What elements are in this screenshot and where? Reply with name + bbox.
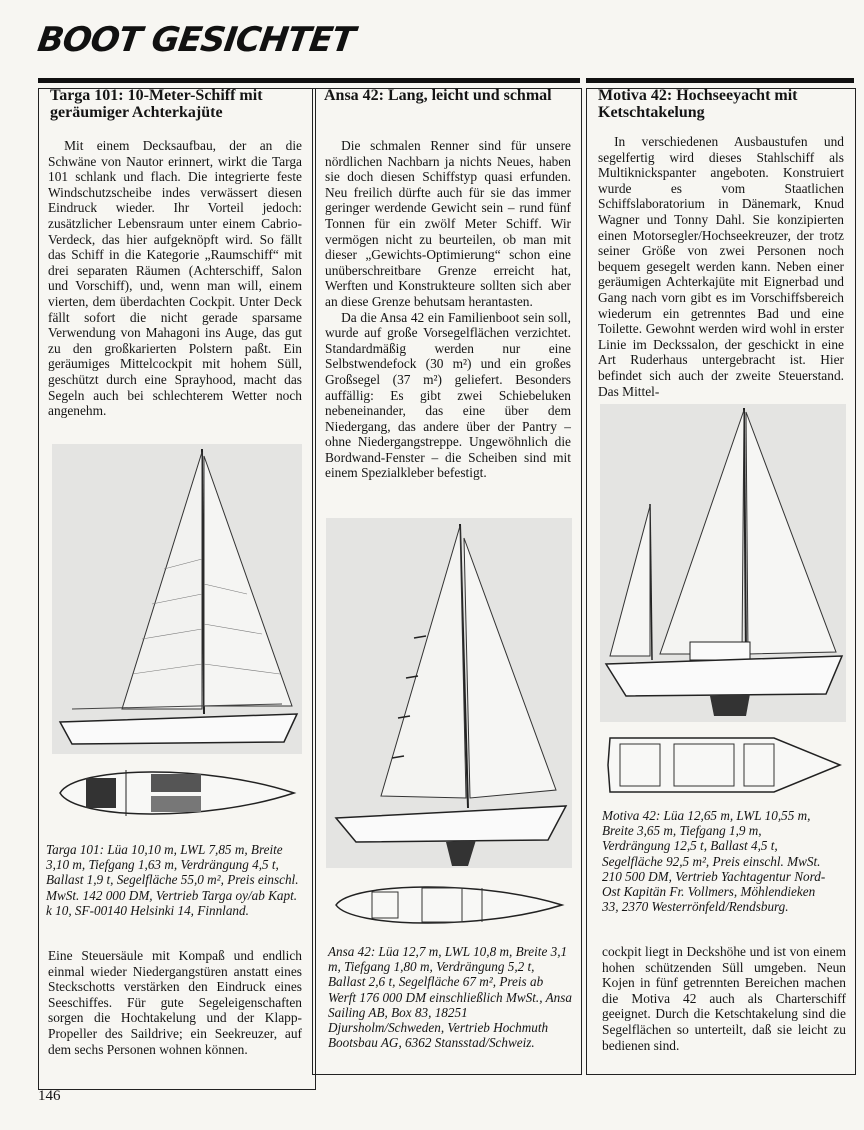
article-title-targa: Targa 101: 10-Meter-Schiff mit geräumiger Achterkajüte <box>50 87 263 121</box>
article-body-ansa <box>325 138 571 481</box>
layout-drawing <box>332 876 566 934</box>
paragraph: cockpit liegt in Deckshöhe und ist von einem hohen schützenden Süll umgeben. Neun Kojen in fünf getrennten Bereichen machen die Motiva 42 auch als Charterschiff geeignet. Durch die Ketschtakelung sind die Segelflächen so unterteilt, daß sie leicht zu bedienen sind. <box>602 944 846 1053</box>
sailboat-illustration <box>600 404 846 722</box>
spec-caption-ansa: Ansa 42: Lüa 12,7 m, LWL 10,8 m, Breite 3,1 m, Tiefgang 1,80 m, Verdrängung 5,2 t, Ballast 2,6 t, Segelfläche 67 m², Preis ab Werft 176 000 DM einschließlich MwSt., Ansa Sailing AB, Box 83, 18251 Djursholm/Schweden, Vertrieb Hochmuth Bootsbau AG, 6362 Stansstad/Schweiz. <box>328 944 572 1051</box>
sailboat-illustration <box>326 518 572 868</box>
article-body-motiva <box>598 134 844 399</box>
layout-drawing <box>56 760 298 826</box>
section-header: BOOT GESICHTET <box>35 20 357 60</box>
paragraph: Mit einem Decksaufbau, der an die Schwäne von Nautor erinnert, wirkt die Targa 101 schlank und flach. Die integrierte feste Windschutzscheibe indes verwässert diesen Eindruck wieder. Ihr Vorteil jedoch: zusätzlicher Lebensraum unter einem Cabrio-Verdeck, das hier aufgeknöpft wird. So fällt das Schiff in die Kategorie „Raumschiff“ mit drei separaten Räumen (Achterschiff, Salon und Vorschiff), und, wenn man will, einem vierten, dem überdachten Cockpit. Unter Deck fällt sofort die nicht gerade sparsame Verwendung von Mahagoni ins Auge, das gut zu den großkarierten Polstern paßt. Ein geräumiges Mittelcockpit mit hohem Süll, geschützt durch eine Sprayhood, macht das Segeln auch bei schlechterem Wetter noch angenehm. <box>48 138 302 419</box>
article-body-motiva-cont <box>602 944 846 1053</box>
layout-drawing <box>604 732 844 798</box>
article-body-targa-cont <box>48 948 302 1057</box>
photo-motiva-yacht <box>600 404 846 722</box>
spec-caption-motiva: Motiva 42: Lüa 12,65 m, LWL 10,55 m, Breite 3,65 m, Tiefgang 1,9 m, Verdrängung 12,5 t, Ballast 4,5 t, Segelfläche 92,5 m², Preis einschl. MwSt. 210 500 DM, Vertrieb Yachtagentur Nord-Ost Kapitän Fr. Vollmers, Möhlendieken 33, 2370 Westerrönfeld/Rendsburg. <box>602 808 826 915</box>
spec-caption-targa: Targa 101: Lüa 10,10 m, LWL 7,85 m, Breite 3,10 m, Tiefgang 1,63 m, Verdrängung 4,5 t, Ballast 1,9 t, Segelfläche 55,0 m², Preis einschl. MwSt. 142 000 DM, Vertrieb Targa oy/ab Kapt. k 10, SF-00140 Helsinki 14, Finnland. <box>46 842 299 918</box>
article-body-targa <box>48 138 302 419</box>
deck-plan-targa <box>56 760 298 826</box>
deck-plan-ansa <box>332 876 566 934</box>
paragraph: Eine Steuersäule mit Kompaß und endlich einmal wieder Niedergangstüren anstatt eines Steckschotts verstärken den Eindruck eines Seeschiffes. Für gute Segeleigenschaften sorgen die Hochtakelung und der Klapp-Propeller des Saildrive; ein Seekreuzer, auf dem sechs Personen wohnen können. <box>48 948 302 1057</box>
photo-ansa-yacht <box>326 518 572 868</box>
paragraph: In verschiedenen Ausbaustufen und segelfertig wird dieses Stahlschiff als Multiknickspanter angeboten. Konstruiert wurde es vom Staatlichen Schiffslaboratorium in Dänemark, Knud Wagner und Tonny Dahl. Sie konzipierten einen Motorsegler/Hochseekreuzer, der trotz seiner Größe von zwei Personen noch bequem gesegelt werden kann. Neben einer geräumigen Achterkajüte mit Eignerbad und Gang nach vorn gibt es im Vorschiffsbereich wiederum ein getrenntes Bad und eine Toilette. Gewohnt werden wird wohl in erster Linie im Deckssalon, der geschickt in eine Art Ruderhaus untergebracht ist. Hier befindet sich auch der zweite Steuerstand. Das Mittel- <box>598 134 844 399</box>
article-title-motiva: Motiva 42: Hochseeyacht mit Ketschtakelung <box>598 87 798 121</box>
page-number: 146 <box>38 1088 61 1104</box>
article-title-ansa: Ansa 42: Lang, leicht und schmal <box>324 87 552 104</box>
paragraph: Da die Ansa 42 ein Familienboot sein soll, wurde auf große Vorsegelflächen verzichtet. Standardmäßig werden nur eine Selbstwendefock (30 m²) und ein großes Großsegel (37 m²) geliefert. Besonders auffällig: Es gibt zwei Schiebeluken nebeneinander, das eine über dem Niedergang, das andere über der Pantry – ohne Niedergangstreppe. Ungewöhnlich die Bordwand-Fenster – die Scheiben sind mit einem Spezialkleber befestigt. <box>325 309 571 481</box>
paragraph: Die schmalen Renner sind für unsere nördlichen Nachbarn ja nichts Neues, haben sie doch diesen Schiffstyp quasi erfunden. Neu freilich dürfte auch für sie das immer geringer werdende Gewicht sein – rund fünf Tonnen für ein zwölf Meter Schiff. Wir vermögen nicht zu beurteilen, ob man mit dieser „Gewichts-Optimierung“ schon eine unüberschreitbare Grenze erreicht hat, Werften und Konstrukteure sollten sich aber an diese Grenze behutsam herantasten. <box>325 138 571 309</box>
photo-targa-yacht <box>52 444 302 754</box>
sailboat-illustration <box>52 444 302 754</box>
deck-plan-motiva <box>604 732 844 798</box>
